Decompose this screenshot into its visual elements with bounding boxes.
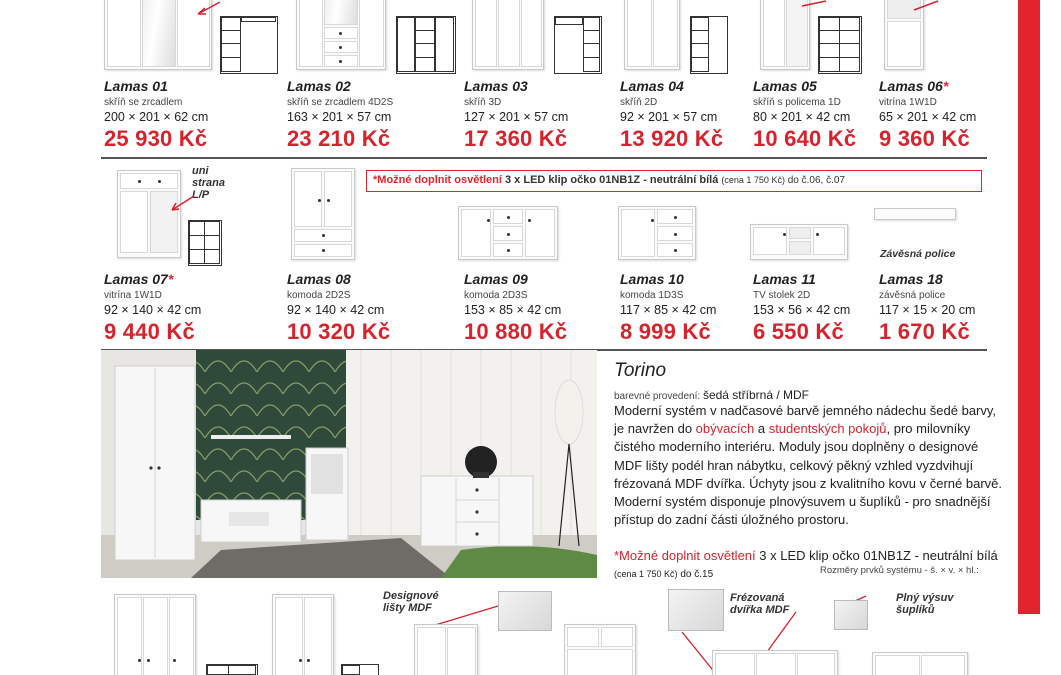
product-name: Lamas 08	[287, 271, 351, 287]
product-price: 25 930 Kč	[104, 126, 208, 151]
callout-designer-strips: Designové lišty MDF	[383, 590, 439, 614]
product-dimensions: 92 × 201 × 57 cm	[620, 110, 718, 124]
product-dimensions: 92 × 140 × 42 cm	[287, 303, 385, 317]
lamas-03-image	[472, 0, 544, 70]
product-dimensions: 127 × 201 × 57 cm	[464, 110, 569, 124]
lamas-18-image	[874, 208, 956, 220]
product-description: skříň se zrcadlem	[104, 97, 183, 108]
product-dimensions: 80 × 201 × 42 cm	[753, 110, 851, 124]
product-name: Lamas 02	[287, 78, 351, 94]
product-dimensions: 117 × 85 × 42 cm	[620, 303, 717, 317]
callout-strip-detail	[498, 591, 552, 631]
product-description: skříň s policema 1D	[753, 97, 841, 108]
product-description: komoda 2D3S	[464, 290, 528, 301]
callout-door-detail	[668, 589, 724, 631]
product-description: vitrína 1W1D	[879, 97, 937, 108]
torino-low-commode-image	[872, 652, 968, 675]
product-dimensions: 153 × 56 × 42 cm	[753, 303, 851, 317]
product-dimensions: 200 × 201 × 62 cm	[104, 110, 209, 124]
product-name: Lamas 04	[620, 78, 684, 94]
lamas-05-interior-diagram	[818, 16, 862, 74]
product-description: komoda 2D2S	[287, 290, 351, 301]
uni-side-note: uni strana L/P	[192, 165, 226, 201]
product-name: Lamas 01	[104, 78, 168, 94]
product-dimensions: 153 × 85 × 42 cm	[464, 303, 562, 317]
product-price: 10 880 Kč	[464, 319, 568, 344]
product-name: Lamas 03	[464, 78, 528, 94]
lamas-02-image	[296, 0, 386, 70]
lamas-07-image	[117, 170, 181, 258]
torino-dimensions-note: Rozměry prvků systému - š. × v. × hl.:	[820, 565, 979, 576]
product-description: skříň 3D	[464, 97, 502, 108]
callout-milled-doors: Frézovaná dvířka MDF	[730, 592, 790, 616]
product-dimensions: 163 × 201 × 57 cm	[287, 110, 392, 124]
lamas-04-image	[624, 0, 680, 70]
product-description: vitrína 1W1D	[104, 290, 162, 301]
torino-room-photo	[101, 350, 597, 578]
product-description: skříň 2D	[620, 97, 658, 108]
product-description: skříň se zrcadlem 4D2S	[287, 97, 394, 108]
lamas-03-interior-diagram	[554, 16, 602, 74]
torino-color-line: barevné provedení: šedá stříbrná / MDF	[614, 388, 809, 402]
product-dimensions: 65 × 201 × 42 cm	[879, 110, 977, 124]
torino-commode-image	[712, 650, 838, 675]
lamas-10-image	[618, 206, 696, 260]
product-price: 1 670 Kč	[879, 319, 970, 344]
product-price: 23 210 Kč	[287, 126, 391, 151]
product-price: 17 360 Kč	[464, 126, 568, 151]
callout-full-extension: Plný výsuv šuplíků	[896, 592, 954, 616]
lamas-08-image	[291, 168, 355, 260]
product-description: závěsná police	[879, 290, 946, 301]
torino-description: Moderní systém v nadčasové barvě jemného nádechu šedé barvy, je navržen do obývacích a studentských pokojů, pro milovníky čistého moderního interiéru. Moduly jsou doplněny o designové MDF lišty podél hran nábytku, celkový pěkný vzhled vyzdvihují frézovaná MDF dvířka. Úchyty jsou z kvalitního kovu v černé barvě. Moderní systém disponuje plnovýsuvem u šuplíků - pro snadnější přístup do zadní části úložného prostoru.	[614, 403, 1002, 528]
lamas-02-interior-diagram	[396, 16, 456, 74]
product-description: komoda 1D3S	[620, 290, 684, 301]
lamas-07-interior-diagram	[188, 220, 222, 266]
product-dimensions: 92 × 140 × 42 cm	[104, 303, 202, 317]
torino-wardrobe-diagram	[206, 664, 258, 675]
product-price: 13 920 Kč	[620, 126, 724, 151]
torino-wardrobe-2d-diagram	[341, 664, 379, 675]
product-price: 6 550 Kč	[753, 319, 844, 344]
arrow-icon	[912, 0, 942, 12]
product-price: 10 320 Kč	[287, 319, 391, 344]
torino-sideboard-image	[414, 624, 478, 675]
callout-drawer-detail	[834, 600, 868, 630]
product-name: Lamas 07*	[104, 271, 174, 287]
shelf-note: Závěsná police	[880, 248, 956, 260]
torino-wardrobe-2d-image	[272, 594, 334, 675]
product-description: TV stolek 2D	[753, 290, 811, 301]
led-lighting-note: *Možné doplnit osvětlení 3 x LED klip očko 01NB1Z - neutrální bílá (cena 1 750 Kč) do č.06, č.07	[366, 170, 982, 192]
lamas-01-interior-diagram	[220, 16, 278, 74]
product-price: 9 360 Kč	[879, 126, 970, 151]
product-name: Lamas 05	[753, 78, 817, 94]
product-price: 10 640 Kč	[753, 126, 857, 151]
product-name: Lamas 18	[879, 271, 943, 287]
product-name: Lamas 09	[464, 271, 528, 287]
torino-title: Torino	[614, 360, 667, 381]
lamas-04-interior-diagram	[690, 16, 728, 74]
lamas-11-image	[750, 224, 848, 260]
torino-led-note: *Možné doplnit osvětlení 3 x LED klip očko 01NB1Z - neutrální bílá (cena 1 750 Kč) do č.15	[614, 548, 998, 580]
product-name: Lamas 06*	[879, 78, 949, 94]
page-edge-red-bar	[1018, 0, 1040, 614]
product-price: 8 999 Kč	[620, 319, 711, 344]
arrow-icon	[168, 194, 196, 214]
row-divider	[101, 157, 987, 159]
torino-vitrine-image	[564, 624, 636, 675]
lamas-09-image	[458, 206, 558, 260]
lamas-05-image	[760, 0, 810, 70]
product-dimensions: 117 × 15 × 20 cm	[879, 303, 976, 317]
arrow-icon	[800, 0, 830, 10]
product-price: 9 440 Kč	[104, 319, 195, 344]
torino-wardrobe-image	[114, 594, 196, 675]
product-name: Lamas 10	[620, 271, 684, 287]
product-name: Lamas 11	[753, 271, 816, 287]
